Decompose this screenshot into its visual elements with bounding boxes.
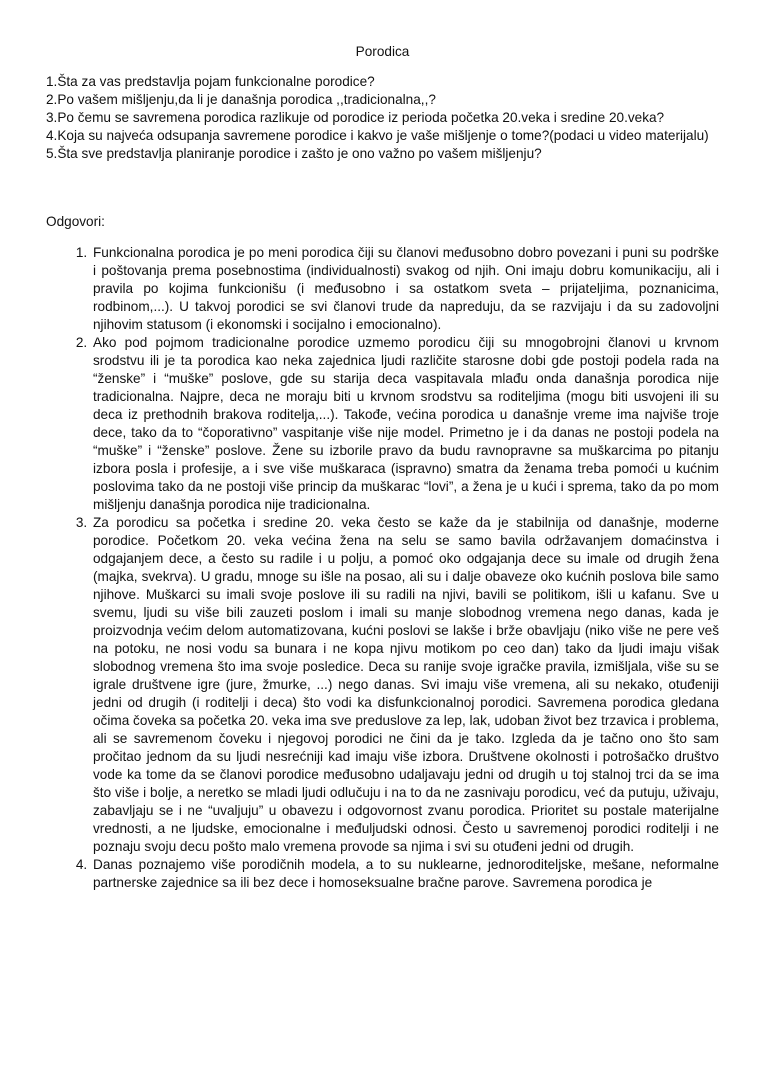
answer-2: 2. Ako pod pojmom tradicionalne porodice uzmemo porodicu čiji su mnogobrojni članovi u krvnom srodstvu ili je ta porodica kao neka zajednica ljudi različite starosne dobi gde postoji podela rada na “ženske” i “muške” poslove, gde su starija deca vaspitavala mlađu onda današnja porodica nije tradicionalna. Najpre, deca ne moraju biti u krvnom srodstvu sa roditeljima (mogu biti usvojeni ili su deca iz prethodnih brakova roditelja,...). Takođe, većina porodica u današnje vreme ima najviše troje dece, tako da to “čoporativno” vaspitanje više nije model. Primetno je i da danas ne postoji podela na “muške” i “ženske” poslove. Žene su izborile pravo da budu ravnopravne sa muškarcima po pitanju izbora posla i profesije, a i sve više muškaraca (ispravno) smatra da ženama treba pomoći u kućnim poslovima tako da ne postoji više princip da muškarac “lovi”, a žena je u kući i sprema, tako da po mom mišljenju današnja porodica nije tradicionalna. bbox=[91, 334, 719, 514]
answer-3: 3. Za porodicu sa početka i sredine 20. veka često se kaže da je stabilnija od današnje, moderne porodice. Početkom 20. veka većina žena na selu se samo bavila održavanjem domaćinstva i odgajanjem dece, a često su radile i u polju, a pomoć oko odgajanja dece su imale od drugih žena (majka, svekrva). U gradu, mnoge su išle na posao, ali su i dalje obaveze oko kućnih poslova bile samo njihove. Muškarci su imali svoje poslove ili su radili na njivi, bavili se politikom, išli u kafanu. Sve u svemu, ljudi su više bili zauzeti poslom i imali su manje slobodnog vremena nego danas, kada je proizvodnja većim delom automatizovana, kućni poslovi se lakše i brže obavljaju (niko više ne pere veš na potoku, ne nosi vodu sa bunara i ne kopa njivu motikom po ceo dan) tako da ljudi imaju višak slobodnog vremena što ima svoje posledice. Deca su ranije svoje igračke pravila, izmišljala, više su se igrale društvene igre (jure, žmurke, ...) nego danas. Svi imaju više vremena, ali su nekako, otuđeniji jedni od drugih (i roditelji i deca) što vodi ka disfunkcionalnoj porodici. Savremena porodica gledana očima čoveka sa početka 20. veka ima sve preduslove za lep, lak, udoban život bez trzavica i problema, ali se savremenom čoveku i njegovoj porodici ne čini da je tako. Izgleda da je tačno ono što sam pročitao jednom da su ljudi nesrećniji kad imaju više izbora. Društvene okolnosti i potrošačko društvo vode ka tome da se članovi porodice međusobno udaljavaju jedni od drugih u toj stalnoj trci da se ima što više i bolje, a neretko se mladi ljudi odlučuju i na to da ne zasnivaju porodicu, već da putuju, uživaju, zabavljaju se i ne “uvaljuju” u obavezu i odgovornost zvanu porodica. Prioritet su postale materijalne vrednosti, a ne ljudske, emocionalne i međuljudski odnosi. Često u savremenoj porodici roditelji i ne poznaju svoju decu pošto malo vremena provode sa njima i svi su otuđeni jedni od drugih. bbox=[91, 514, 719, 856]
questions-list bbox=[46, 73, 719, 163]
answer-1: 1. Funkcionalna porodica je po meni porodica čiji su članovi međusobno dobro povezani i puni su podrške i poštovanja prema posebnostima (individualnosti) svakog od njih. Oni imaju dobru komunikaciju, ali i pravila po kojima funkcionišu (i međusobno i sa ostatkom sveta – prijateljima, poznanicima, rodbinom,...). U takvoj porodici se svi članovi trude da napreduju, da se razvijaju i da su zadovoljni njihovim statusom (i ekonomski i socijalno i emocionalno). bbox=[91, 244, 719, 334]
document-page bbox=[0, 43, 768, 1067]
document-title: Porodica bbox=[355, 44, 410, 59]
answer-4: 4. Danas poznajemo više porodičnih modela, a to su nuklearne, jednoroditeljske, mešane, neformalne partnerske zajednice sa ili bez dece i homoseksualne bračne parove. Savremena porodica je bbox=[91, 856, 719, 892]
question-1: 1.Šta za vas predstavlja pojam funkcionalne porodice? bbox=[46, 74, 375, 89]
question-3: 3.Po čemu se savremena porodica razlikuje od porodice iz perioda početka 20.veka i sredine 20.veka? bbox=[46, 110, 665, 125]
answers-heading: Odgovori: bbox=[46, 214, 105, 229]
question-2: 2.Po vašem mišljenju,da li je današnja porodica ,,tradicionalna,,? bbox=[46, 92, 436, 107]
answers-list bbox=[46, 244, 719, 892]
question-5: 5.Šta sve predstavlja planiranje porodice i zašto je ono važno po vašem mišljenju? bbox=[46, 146, 542, 161]
question-4: 4.Koja su najveća odsupanja savremene porodice i kakvo je vaše mišljenje o tome?(podaci u video materijalu) bbox=[46, 128, 709, 143]
